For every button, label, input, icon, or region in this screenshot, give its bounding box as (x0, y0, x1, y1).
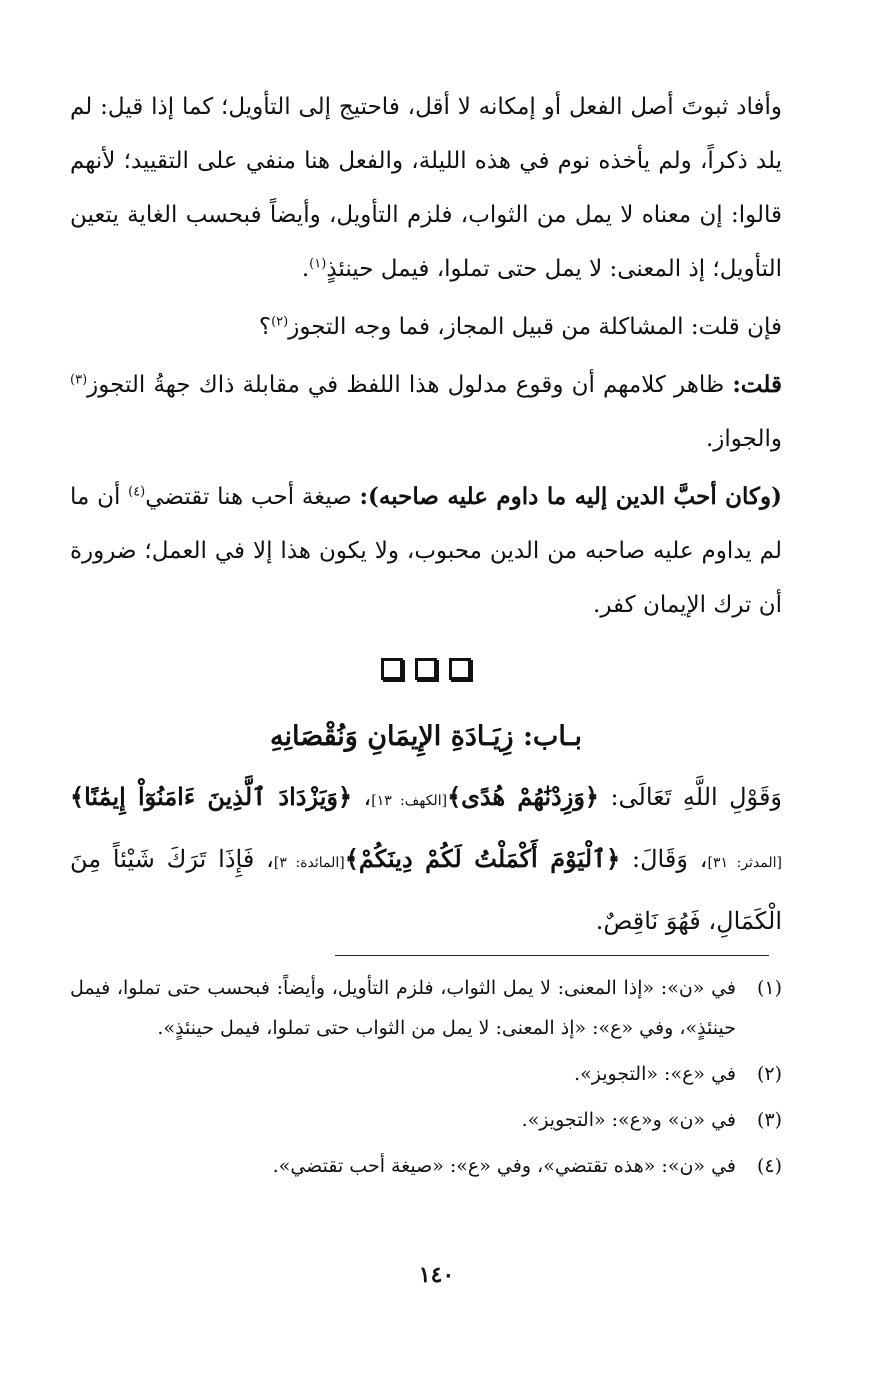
verses-tail: ، فَإِذَا تَرَكَ شَيْئاً مِنَ الْكَمَالِ، فَهُوَ نَاقِصٌ. (70, 845, 782, 935)
page-number: ١٤٠ (418, 1262, 455, 1288)
square-ornament-icon (381, 658, 403, 680)
paragraph-4-text: صيغة أحب هنا تقتضي (145, 484, 360, 510)
footnote-ref-4[interactable]: (٤) (128, 484, 146, 500)
section-divider-ornament (70, 658, 782, 698)
footnote-number: (٣) (756, 1109, 782, 1131)
chapter-title: بـاب: زِيَـادَةِ الإِيمَانِ وَنُقْصَانِهِ (269, 721, 583, 752)
separator: ، وَقَالَ: (620, 845, 708, 873)
footnote-2 (70, 1054, 782, 1094)
verse-reference-3: [المائدة: ٣] (273, 855, 345, 871)
paragraph-1 (70, 80, 782, 296)
paragraph-4-end: أن ما لم يداوم عليه صاحبه من الدين محبوب، ولا يكون هذا إلا في العمل؛ ضرورة أن ترك الإيمان كفر. (70, 484, 782, 618)
footnote-text: في «ن»: «إذا المعنى: لا يمل الثواب، فلزم التأويل، وأيضاً: فبحسب حتى تملوا، فيمل حينئذٍ»، وفي «ع»: «إذ المعنى: لا يمل من الثواب حتى تملوا، فيمل حينئذٍ». (70, 977, 736, 1039)
paragraph-3 (70, 358, 782, 466)
quran-verse-1: ﴿وَزِدْنَٰهُمْ هُدًى﴾ (447, 782, 599, 811)
footnote-text: في «ن»: «هذه تقتضي»، وفي «ع»: «صيغة أحب تقتضي». (272, 1155, 736, 1177)
footnote-ref-3[interactable]: (٣) (70, 372, 88, 388)
footnote-text: في «ن» و«ع»: «التجويز». (521, 1109, 736, 1131)
footnote-number: (١) (756, 977, 782, 999)
footnote-3 (70, 1100, 782, 1140)
paragraph-2 (70, 300, 782, 354)
paragraph-1-end: . (301, 256, 310, 282)
main-text (70, 80, 782, 950)
verses-intro: وَقَوْلِ اللَّهِ تَعَالَى: (599, 783, 783, 811)
footnote-1 (70, 968, 782, 1048)
footnote-number: (٢) (756, 1063, 782, 1085)
quran-verse-2: ﴿وَيَزْدَادَ ٱلَّذِينَ ءَامَنُوٓاْ إِيمَٰنًا﴾ (70, 782, 353, 811)
square-ornament-icon (415, 658, 437, 680)
footnote-4 (70, 1146, 782, 1186)
footnote-ref-2[interactable]: (٢) (271, 314, 289, 330)
verse-reference-2: [المدثر: ٣١] (707, 855, 783, 871)
footnote-ref-1[interactable]: (١) (309, 256, 327, 272)
paragraph-3-end: والجواز. (705, 426, 782, 452)
verse-reference-1: [الكهف: ١٣] (371, 793, 448, 809)
paragraph-3-text: ظاهر كلامهم أن وقوع مدلول هذا اللفظ في مقابلة ذاك جهةُ التجوز (87, 372, 733, 398)
footnote-text: في «ع»: «التجويز». (574, 1063, 736, 1085)
separator: ، (352, 783, 372, 811)
paragraph-1-text: وأفاد ثبوتَ أصل الفعل أو إمكانه لا أقل، فاحتيج إلى التأويل؛ كما إذا قيل: لم يلد ذكراً، ولم يأخذه نوم في هذه الليلة، والفعل هنا منفي على التقييد؛ لأنهم قالوا: إن معناه لا يمل من الثواب، فلزم التأويل، وأيضاً فبحسب الغاية يتعين التأويل؛ إذ المعنى: لا يمل حتى تملوا، فيمل حينئذٍ (70, 94, 782, 282)
square-ornament-icon (449, 658, 471, 680)
chapter-intro-verses (70, 768, 782, 950)
footnote-separator (335, 955, 769, 956)
footnotes (70, 968, 782, 1192)
footnote-number: (٤) (756, 1155, 782, 1177)
paragraph-4 (70, 470, 782, 632)
quran-verse-3: ﴿ٱلْيَوْمَ أَكْمَلْتُ لَكُمْ دِينَكُمْ﴾ (344, 844, 621, 873)
hadith-quote: (وكان أحبَّ الدين إليه ما داوم عليه صاحبه): (359, 483, 782, 510)
paragraph-2-end: ؟ (258, 314, 272, 340)
paragraph-2-text: فإن قلت: المشاكلة من قبيل المجاز، فما وجه التجوز (288, 314, 782, 340)
answer-lead: قلت: (732, 371, 782, 398)
